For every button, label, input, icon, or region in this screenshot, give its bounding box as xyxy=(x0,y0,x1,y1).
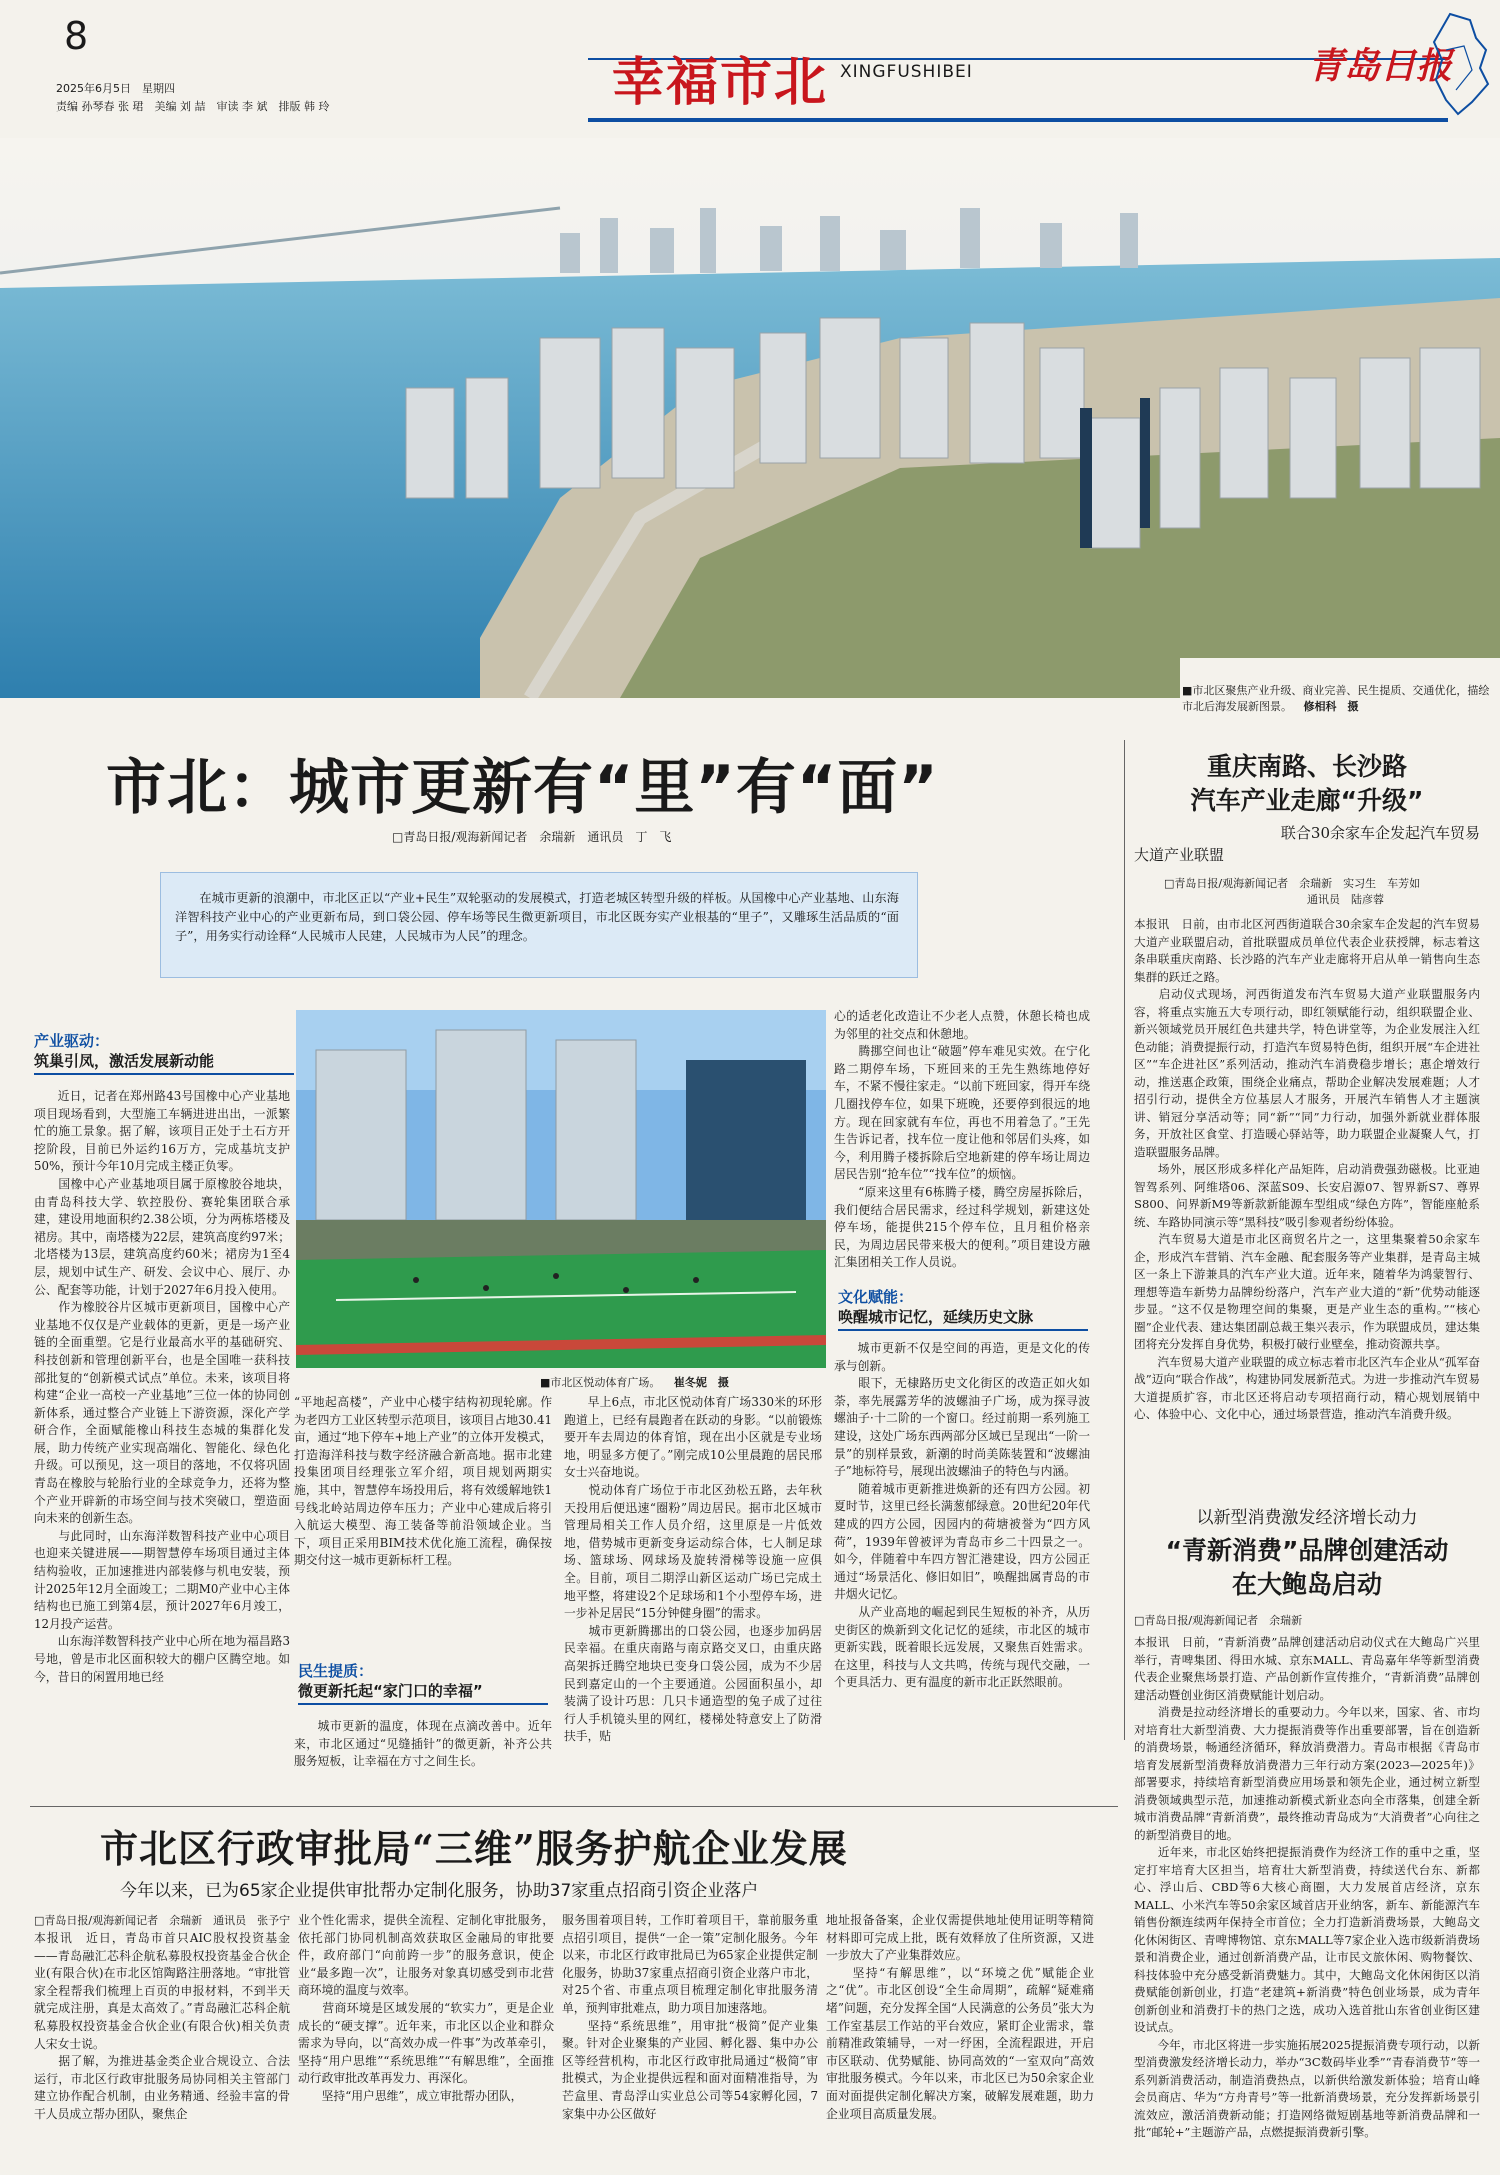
paper-logo: 青岛日报 xyxy=(1308,45,1453,87)
main-col1-text: 近日，记者在郑州路43号国橡中心产业基地项目现场看到，大型施工车辆进进出出，一派繁忙的施工景象。据了解，该项目正处于土石方开挖阶段，目前已外运约16万方，完成基坑支护50%，预计今年10月完成主楼正负零。 国橡中心产业基地项目属于原橡胶谷地块，由青岛科技大学、软控股份、赛轮集团联合承建，建设用地面积约2.38公顷，分为两栋塔楼及裙房。其中，南塔楼为22层，建筑高度约97米；北塔楼为13层，建筑高度约60米；裙房为1至4层，规划中试生产、研发、会议中心、展厅、办公、配套等功能，计划于2027年6月投入使用。 作为橡胶谷片区城市更新项目，国橡中心产业基地不仅仅是产业载体的更新，更是一场产业链的全面重塑。它是行业最高水平的基础研究、科技创新和管理创新平台，也是全国唯一获科技部批复的“创新模式试点”单位。未来，该项目将构建“企业一高校一产业基地”三位一体的协同创新体系，通过整合产业链上下游资源，深化产学研合作，全面赋能橡山科技生态城的集群化发展，助力传统产业实现高端化、智能化、绿色化升级。可以预见，这一项目的落地，不仅将巩固青岛在橡胶与轮胎行业的全球竞争力，还将为整个产业开辟新的市场空间与技术突破口，塑造面向未来的创新生态。 与此同时，山东海洋数智科技产业中心项目也迎来关键进展——期智慧停车场项目通过主体结构验收，正加速推进内部装修与机电安装，预计2025年12月全面竣工；二期M0产业中心主体结构也已施工到第4层，预计2027年6月竣工，12月投产运营。 山东海洋数智科技产业中心所在地为福昌路3号地，曾是市北区面积较大的棚户区腾空地。如今，昔日的闲置用地已经 xyxy=(34,1089,290,1684)
side2-body: 本报讯 日前，“青新消费”品牌创建活动启动仪式在大鲍岛广兴里举行，青啤集团、得田水城、京东MALL、青岛嘉年华等新型消费代表企业聚焦场景打造、产品创新作宣传推介，“青新消费”品牌创建活动暨创业街区消费赋能计划启动。 消费是拉动经济增长的重要动力。今年以来，国家、省、市均对培育壮大新型消费、大力提振消费等作出重要部署，旨在创造新的消费场景，畅通经济循环，释放消费潜力。青岛市根据《青岛市培育发展新型消费释放消费潜力三年行动方案(2023—2025年)》部署要求，持续培育新型消费应用场景和领先企业，通过树立新型消费领域典型示范，加速推动新模式新业态向全市落集，创建全新城市消费品牌“青新消费”，最终推动青岛成为“大消费者”心向往之的新型消费目的地。 近年来，市北区始终把提振消费作为经济工作的重中之重，坚定打牢培育大区担当，培育壮大新型消费，持续送代台东、新都心、浮山后、CBD等6大核心商圈，大力发展首店经济，京东MALL、小米汽车等50余家区域首店开业纳客，新车、新能源汽车销售份额连续两年保持全市首位；全力打造新消费场景，大鲍岛文化休闲街区、青啤博物馆、京东MALL等7家企业入选市级新消费场景和消费企业，通过创新消费产品，让市民文旅休闲、购物餐饮、科技体验中充分感受新消费魅力。其中，大鲍岛文化休闲街区以消费赋能创新创业，打造“老建筑+新消费”特色创业场景，成为青年创新创业和消费打卡的热门之选，成功入选首批山东省创业街区建设试点。 今年，市北区将进一步实施拓展2025提振消费专项行动，以新型消费激发经济增长动力，举办“3C数码毕业季”“青春消费节”等一系列新消费活动，制造消费热点，以新供给激发新体验；培育山峰会员商店、华为“方舟青号”等一批新消费场景，充分发挥新场景引流效应，激活消费新动能；打造网络微短剧基地等新消费品牌和一批“邮轮+”主题游产品，点燃提振消费新引擎。 xyxy=(1134,1635,1480,2139)
main-col4-text: 心的适老化改造让不少老人点赞，休憩长椅也成为邻里的社交点和休憩地。 腾挪空间也让“破题”停车难见实效。在宁化路二期停车场，下班回来的王先生熟练地停好车，不紧不慢往家走。“以前下班回家，得开车绕几圈找停车位，如果下班晚，还要停到很远的地方。现在回家就有车位，再也不用着急了。”王先生告诉记者，找车位一度让他和邻居们头疼，如今，利用腾子楼拆除后空地新建的停车场让周边居民告别“抢车位”“找车位”的烦恼。 “原来这里有6栋腾子楼，腾空房屋拆除后，我们便结合居民需求，经过科学规划，新建这处停车场，能提供215个停车位，且月租价格亲民，为周边居民带来极大的便利。”项目建设方融汇集团相关工作人员说。 xyxy=(834,1009,1090,1270)
bottom-col4: 地址报备备案，企业仅需提供地址使用证明等精简材料即可完成上批，既有效释放了住所资源，又进一步放大了产业集群效应。 坚持“有解思维”，以“环境之优”赋能企业之“优”。市北区创设“全生命周期”，疏解“疑难痛堵”问题，充分发挥全国“人民满意的公务员”张大为工作室基层工作站的平台效应，紧盯企业需求，靠前精准政策辅导，一对一纾困，全流程跟进，开启市区联动、优势赋能、协同高效的“一室双向”高效审批服务模式。今年以来，市北区已为50余家企业面对面提供定制化解决方案，破解发展难题，助力企业项目高质量发展。 xyxy=(826,1913,1094,2121)
main-byline: □青岛日报/观海新闻记者 余瑞新 通讯员 丁 飞 xyxy=(392,830,672,844)
bottom-subhead: 今年以来，已为65家企业提供审批帮办定制化服务，协助37家重点招商引资企业落户 xyxy=(120,1881,759,1901)
main-col4b-text: 城市更新不仅是空间的再造，更是文化的传承与创新。 眼下，无棣路历史文化街区的改造正如火如荼，率先展露芳华的波螺油子广场，成为探寻波螺油子·十二阶的一个窗口。经过前期一系列施工建设，这处广场东西两部分区域已呈现出“一阶一景”的别样景致，新潮的时尚美陈装置和“波螺油子”地标符号，展现出波螺油子的特色与内涵。 随着城市更新推进焕新的还有四方公园。初夏时节，这里已经长满葱郁绿意。20世纪20年代建成的四方公园，因园内的荷塘被誉为“四方风荷”，1939年曾被评为青岛市乡二十四景之一。如今，伴随着中车四方智汇港建设，四方公园正通过“场景活化、修旧如旧”，唤醒拙属青岛的市井烟火记忆。 从产业高地的崛起到民生短板的补齐，从历史街区的焕新到文化记忆的延续，市北区的城市更新实践，既着眼长远发展，又聚焦百姓需求。在这里，科技与人文共鸣，传统与现代交融，一个更具活力、更有温度的新市北正跃然眼前。 xyxy=(834,1341,1090,1690)
side2-kicker: 以新型消费激发经济增长动力 xyxy=(1196,1508,1418,1528)
section-livelihood-title: 民生提质： xyxy=(298,1662,374,1680)
main-col2-text: “平地起高楼”，产业中心楼宇结构初现轮廓。作为老四方工业区转型示范项目，该项目占地30.41亩，通过“地下停车+地上产业”的立体开发模式，打造海洋科技与数字经济融合新高地。据市北建投集团项目经理张立军介绍，项目规划两期实施，其中，智慧停车场投用后，将有效缓解地铁1号线北岭站周边停车压力；产业中心建成后将引入航运大模型、海工装备等前沿领域企业。当下，项目正采用BIM技术优化施工流程，确保按期交付这一城市更新标杆工程。 xyxy=(294,1395,552,1568)
bottom-byline: □青岛日报/观海新闻记者 余瑞新 通讯员 张予宁 xyxy=(34,1914,291,1927)
issue-date: 2025年6月5日 星期四 xyxy=(56,82,175,95)
bottom-col1: 本报讯 近日，青岛市首只AIC股权投资基金——青岛融汇芯科企航私募股权投资基金合伙企业(有限合伙)在市北区馆陶路注册落地。“审批管家全程帮我们梳理上百页的申报材料，不到半天就完成注册，真是太高效了。”青岛融汇芯科企航私募股权投资基金合伙企业(有限合伙)相关负责人宋女士说。 据了解，为推进基金类企业合规设立、合法运行，市北区行政审批服务局协同相关主管部门建立协作配合机制，由业务精通、经验丰富的骨干人员成立帮办团队，聚焦企 xyxy=(34,1931,290,2121)
side1-byline: □青岛日报/观海新闻记者 余瑞新 实习生 车芳如 通讯员 陆彦蓉 xyxy=(1164,877,1421,906)
column-title: 幸福市北 xyxy=(612,52,829,113)
stadium-caption-credit: 崔冬妮 摄 xyxy=(673,1376,729,1389)
main-lead-text: 在城市更新的浪潮中，市北区正以“产业+民生”双轮驱动的发展模式，打造老城区转型升级的样板。从国橡中心产业基地、山东海洋智科技产业中心的产业更新布局，到口袋公园、停车场等民生微更新项目，市北区既夯实产业根基的“里子”，又雕琢生活品质的“面子”，用务实行动诠释“人民城市人民建，人民城市为人民”的理念。 xyxy=(175,891,899,943)
side-story-auto xyxy=(1134,750,1480,1606)
section-culture-sub: 唤醒城市记忆，延续历史文脉 xyxy=(838,1307,1088,1331)
page-number: 8 xyxy=(64,14,89,58)
main-col3-text: 早上6点，市北区悦动体育广场330米的环形跑道上，已经有晨跑者在跃动的身影。“以前锻炼要开车去周边的体育馆，现在出小区就是专业场地，明显多方便了。”刚完成10公里晨跑的居民邢女士兴奋地说。 悦动体育广场位于市北区劲松五路，去年秋天投用后便迅速“圈粉”周边居民。据市北区城市管理局相关工作人员介绍，这里原是一片低效地，借势城市更新变身运动综合体，七人制足球场、篮球场、网球场及旋转滑梯等设施一应俱全。目前，项目二期浮山新区运动广场已完成土地平整，将建设2个足球场和1个小型停车场，进一步补足居民“15分钟健身圈”的需求。 城市更新腾挪出的口袋公园，也逐步加码居民幸福。在重庆南路与南京路交叉口，由重庆路高架拆迁腾空地块已变身口袋公园，成为不少居民到嘉定山的一个主要通道。公园面积虽小，却装满了设计巧思：几只卡通造型的兔子成了过往行人手机镜头里的网红，楼梯处特意安上了防滑扶手，贴 xyxy=(564,1395,822,1744)
side2-byline: □青岛日报/观海新闻记者 余瑞新 xyxy=(1134,1614,1303,1627)
section-industry-heading xyxy=(34,1030,294,1075)
side1-headline-line1: 重庆南路、长沙路 xyxy=(1206,752,1407,781)
main-lead-box xyxy=(160,872,918,978)
editor-credits: 责编 孙琴春 张 珺 美编 刘 喆 审读 李 斌 排版 韩 玲 xyxy=(56,100,330,113)
stadium-photo xyxy=(296,1010,826,1368)
top-cityscape-photo xyxy=(0,138,1500,698)
section-livelihood-heading xyxy=(298,1660,548,1705)
side1-headline-line2: 汽车产业走廊“升级” xyxy=(1190,786,1424,815)
column-divider xyxy=(1124,740,1125,1740)
side2-headline-line2: 在大鲍岛启动 xyxy=(1231,1570,1382,1599)
page-header xyxy=(52,10,1492,130)
main-col2b-text: 城市更新的温度，体现在点滴改善中。近年来，市北区通过“见缝插针”的微更新，补齐公共服务短板，让幸福在方寸之间生长。 xyxy=(294,1719,552,1769)
section-industry-sub: 筑巢引凤，激活发展新动能 xyxy=(34,1051,294,1075)
section-culture-heading xyxy=(838,1286,1088,1331)
bottom-col2: 业个性化需求，提供全流程、定制化审批服务，依托部门协同机制高效获取区金融局的审批要件，政府部门“向前跨一步”的服务意识，使企业“最多跑一次”，让服务对象真切感受到市北营商环境的温度与效率。 营商环境是区域发展的“软实力”，更是企业成长的“硬支撑”。近年来，市北区以企业和群众需求为导向，以“高效办成一件事”为改革牵引，坚持“用户思维”“系统思维”“有解思维”，全面推动行政审批改革再发力、再深化。 坚持“用户思维”，成立审批帮办团队， xyxy=(298,1913,554,2103)
side1-body: 本报讯 日前，由市北区河西街道联合30余家车企发起的汽车贸易大道产业联盟启动，首批联盟成员单位代表企业获授牌，标志着这条串联重庆南路、长沙路的汽车产业走廊将开启从单一销售向生态集群的跃迁之路。 启动仪式现场，河西街道发布汽车贸易大道产业联盟服务内容，将重点实施五大专项行动，即红领赋能行动，组织联盟企业、新兴领域党员开展红色共建共学，特色讲堂等，为企业发展注入红色动能；消费提振行动，打造汽车贸易特色街，组织开展“车企进社区”“车企进社区”系列活动，推动汽车消费稳步增长；惠企增效行动，推送惠企政策，围绕企业痛点，帮助企业解决发展难题；人才招引行动，提供全方位基层人才服务，开展汽车销售人才主题演讲、销冠分享活动等；同“新”“同”力行动，加强外新就业群体服务，开放社区食堂、打造暖心驿站等，助力联盟企业凝聚人气，打造联盟服务品牌。 场外，展区形成多样化产品矩阵，启动消费强劲磁极。比亚迪智驾系列、阿维塔06、深蓝S09、长安启源07、智界新S7、尊界S800、问界新M9等新款新能源车型组成“绿色方阵”，智能座舱系统、车路协同演示等“黑科技”吸引参观者纷纷体验。 汽车贸易大道是市北区商贸名片之一，这里集聚着50余家车企，形成汽车营销、汽车金融、配套服务等产业集群，是青岛主城区一条上下游兼具的汽车产业大道。近年来，随着华为鸿蒙智行、理想等造车新势力品牌纷纷落户，汽车产业大道的“新”优势动能逐步显。“这不仅是物理空间的集聚，更是产业生态的重构。”“核心圈”企业代表、建达集团副总裁王集兴表示，作为联盟成员，建达集团将充分发挥自身优势，积极打破行业壁垒，推动资源共享。 汽车贸易大道产业联盟的成立标志着市北区汽车企业从“孤军奋战”迈向“联合作战”，构建协同发展新范式。为进一步推动汽车贸易大道提质扩容，市北区还将启动专项招商行动，精心规划展销中心、体验中心、文化中心，通过场景营造，推动汽车消费升级。 xyxy=(1134,917,1480,1421)
qingdao-map-icon xyxy=(1428,10,1494,120)
header-bar-bottom xyxy=(588,118,1448,122)
column-pinyin: XINGFUSHIBEI xyxy=(840,62,973,82)
section-culture-title: 文化赋能： xyxy=(838,1288,914,1306)
bottom-headline: 市北区行政审批局“三维”服务护航企业发展 xyxy=(100,1826,848,1871)
main-headline: 市北：城市更新有“里”有“面” xyxy=(106,753,939,823)
bottom-divider xyxy=(30,1806,1118,1807)
top-photo-caption xyxy=(1182,683,1498,715)
side1-subhead-line1: 联合30余家车企发起汽车贸易 xyxy=(1280,824,1480,842)
bottom-col3: 服务围着项目转，工作盯着项目干，靠前服务重点招引项目，提供“一企一策”定制化服务。今年以来，市北区行政审批局已为65家企业提供定制化服务，协助37家重点招商引资企业落户市北，对25个省、市重点项目梳理定制化审批服务清单，预判审批难点，助力项目加速落地。 坚持“系统思维”，用审批“极简”促产业集聚。针对企业聚集的产业园、孵化器、集中办公区等经营机构，市北区行政审批局通过“极简”审批模式，为企业提供远程和面对面精准指导，为芒盒里、青岛浮山实业总公司等54家孵化园，7家集中办公区做好 xyxy=(562,1913,818,2121)
side2-headline-line1: “青新消费”品牌创建活动 xyxy=(1165,1536,1449,1565)
section-livelihood-sub: 微更新托起“家门口的幸福” xyxy=(298,1681,548,1705)
top-photo-credit: 修相科 摄 xyxy=(1303,700,1359,713)
top-photo-caption-text: ■市北区聚焦产业升级、商业完善、民生提质、交通优化，描绘市北后海发展新图景。 xyxy=(1182,684,1490,713)
stadium-photo-caption xyxy=(540,1374,830,1390)
side1-subhead-line2: 大道产业联盟 xyxy=(1134,846,1225,864)
stadium-caption-text: ■市北区悦动体育广场。 xyxy=(540,1376,661,1389)
side-story-consumption xyxy=(1134,1506,1480,2174)
section-industry-title: 产业驱动： xyxy=(34,1032,110,1050)
